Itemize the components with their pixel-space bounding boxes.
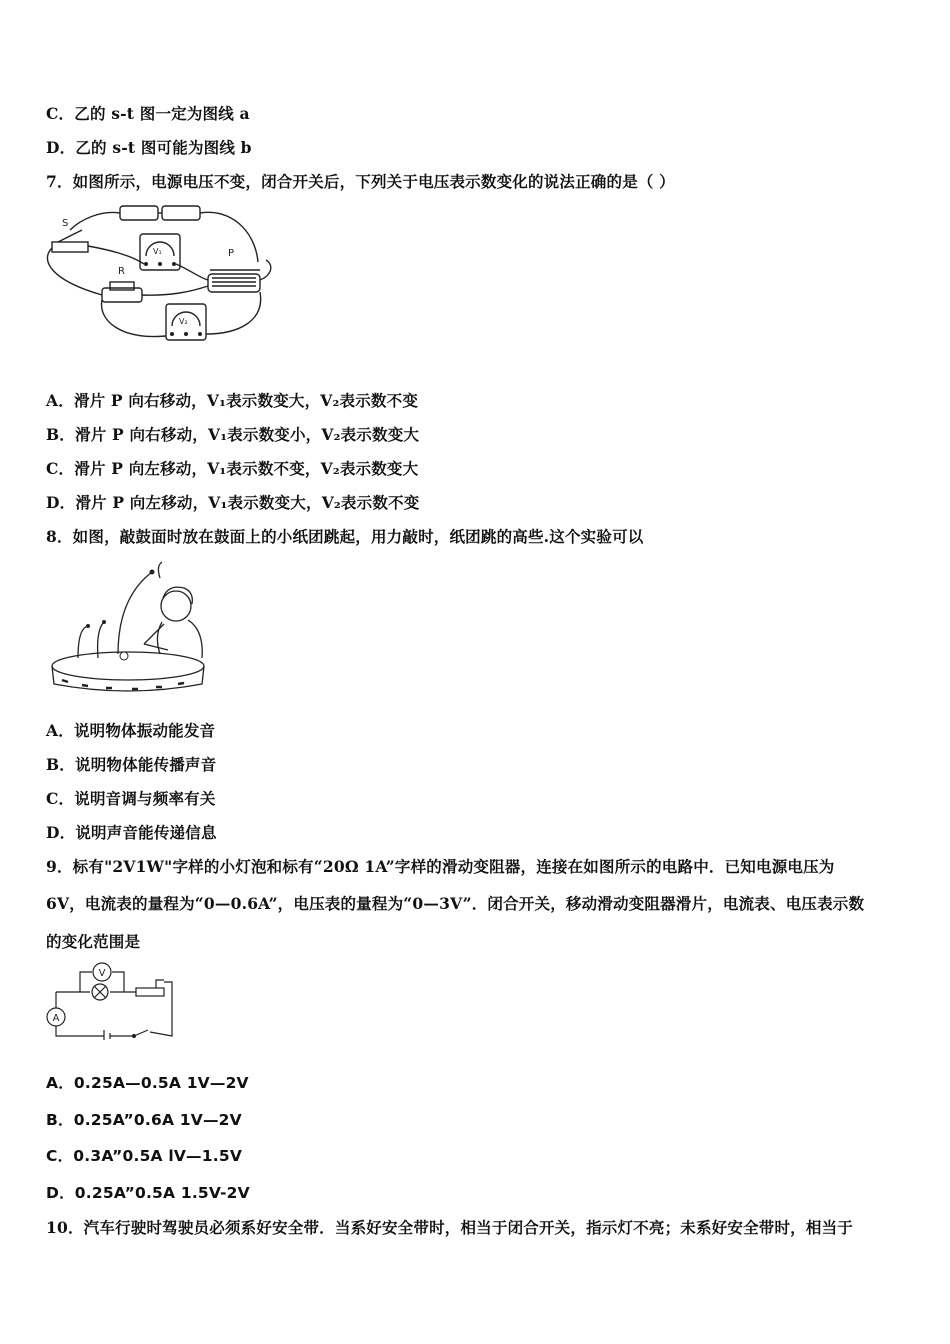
q8-option-d: D．说明声音能传递信息 [46,823,217,842]
q7-label-slider: P [228,248,235,259]
q7-label-switch: S [62,218,69,229]
q6-option-c: C．乙的 s-t 图一定为图线 a [46,104,250,123]
q7-circuit-figure [40,200,280,360]
q8-option-b: B．说明物体能传播声音 [46,755,217,774]
q10-stem: 10．汽车行驶时驾驶员必须系好安全带．当系好安全带时，相当于闭合开关，指示灯不亮；未系好安全带时，相当于 [46,1218,853,1237]
q9-circuit-figure [44,958,184,1040]
q9-option-c: C．0.3A”0.5A lV—1.5V [46,1147,243,1165]
q7-label-v1: V₁ [153,247,162,256]
q7-option-d: D．滑片 P 向左移动，V₁表示数变大，V₂表示数不变 [46,493,420,512]
q8-stem: 8．如图，敲鼓面时放在鼓面上的小纸团跳起，用力敲时，纸团跳的高些.这个实验可以 [46,527,644,546]
q7-stem: 7．如图所示，电源电压不变，闭合开关后，下列关于电压表示数变化的说法正确的是（ ） [46,172,675,191]
q9-stem-line-3: 的变化范围是 [46,932,141,951]
q7-option-c: C．滑片 P 向左移动，V₁表示数不变，V₂表示数变大 [46,459,419,478]
q9-option-b: B．0.25A”0.6A 1V—2V [46,1111,242,1129]
q9-option-d: D．0.25A”0.5A 1.5V-2V [46,1184,250,1202]
q7-label-resistor: R [118,266,125,277]
q7-option-b: B．滑片 P 向右移动，V₁表示数变小，V₂表示数变大 [46,425,420,444]
q9-label-voltmeter: V [98,968,106,979]
q8-option-a: A．说明物体振动能发音 [46,721,216,740]
q9-label-ammeter: A [52,1013,60,1024]
q9-option-a: A．0.25A—0.5A 1V—2V [46,1074,249,1092]
q9-stem-line-1: 9．标有"2V1W"字样的小灯泡和标有“20Ω 1A”字样的滑动变阻器，连接在如图所示的电路中．已知电源电压为 [46,857,835,876]
q9-stem-line-2: 6V，电流表的量程为“0—0.6A”，电压表的量程为“0—3V”．闭合开关，移动滑动变阻器滑片，电流表、电压表示数 [46,894,865,913]
q8-option-c: C．说明音调与频率有关 [46,789,216,808]
q7-option-a: A．滑片 P 向右移动，V₁表示数变大，V₂表示数不变 [46,391,419,410]
q7-label-v2: V₂ [179,317,188,326]
q6-option-d: D．乙的 s-t 图可能为图线 b [46,138,252,157]
q8-drum-figure [48,558,208,693]
